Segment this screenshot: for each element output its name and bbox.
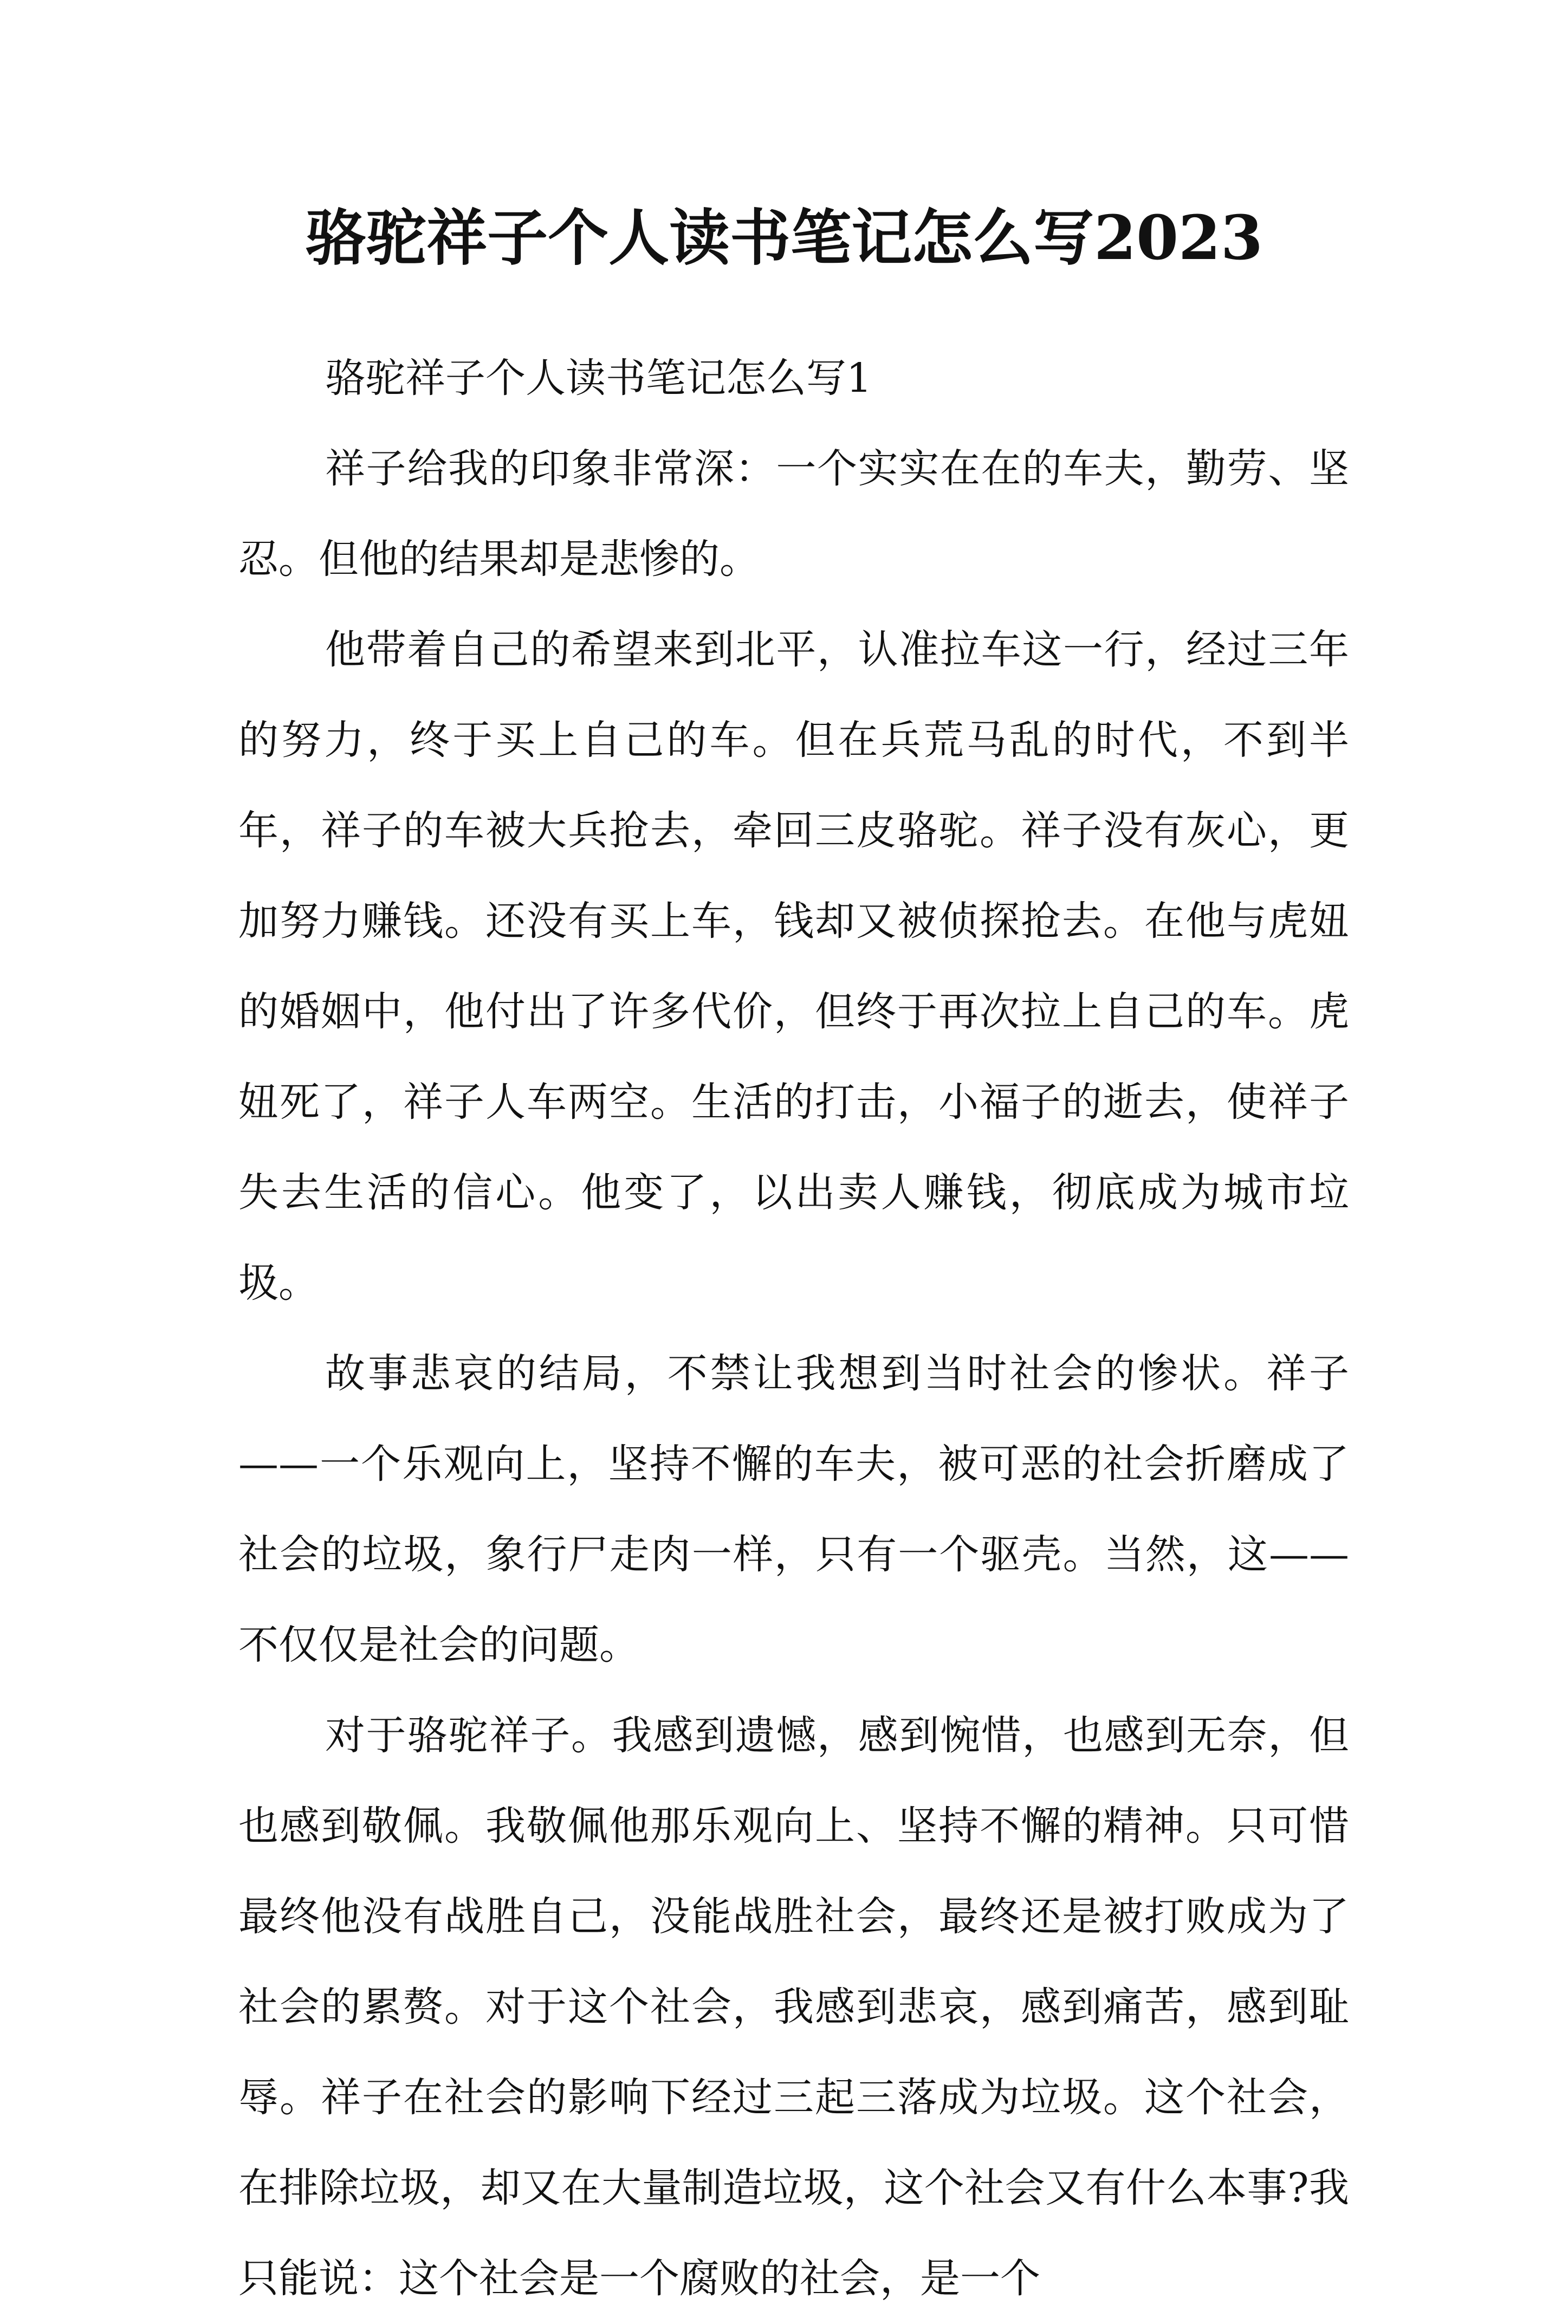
section-heading: 骆驼祥子个人读书笔记怎么写1 (325, 355, 872, 402)
document-body (238, 333, 1349, 2324)
paragraph-1: 祥子给我的印象非常深：一个实实在在的车夫，勤劳、坚忍。但他的结果却是悲惨的。 (238, 445, 1349, 582)
paragraph-4: 对于骆驼祥子。我感到遗憾，感到惋惜，也感到无奈，但也感到敬佩。我敬佩他那乐观向上、坚持不懈的精神。只可惜最终他没有战胜自己，没能战胜社会，最终还是被打败成为了社会的累赘。对于这个社会，我感到悲哀，感到痛苦，感到耻辱。祥子在社会的影响下经过三起三落成为垃圾。这个社会，在排除垃圾，却又在大量制造垃圾，这个社会又有什么本事?我只能说：这个社会是一个腐败的社会，是一个 (238, 1712, 1349, 2302)
paragraph-3: 故事悲哀的结局，不禁让我想到当时社会的惨状。祥子——一个乐观向上，坚持不懈的车夫，被可恶的社会折磨成了社会的垃圾，象行尸走肉一样，只有一个驱壳。当然，这——不仅仅是社会的问题。 (238, 1350, 1349, 1668)
document-title: 骆驼祥子个人读书笔记怎么写2023 (305, 203, 1263, 274)
paragraph-2: 他带着自己的希望来到北平，认准拉车这一行，经过三年的努力，终于买上自己的车。但在兵荒马乱的时代，不到半年，祥子的车被大兵抢去，牵回三皮骆驼。祥子没有灰心，更加努力赚钱。还没有买上车，钱却又被侦探抢去。在他与虎妞的婚姻中，他付出了许多代价，但终于再次拉上自己的车。虎妞死了，祥子人车两空。生活的打击，小福子的逝去，使祥子失去生活的信心。他变了，以出卖人赚钱，彻底成为城市垃圾。 (238, 626, 1349, 1306)
